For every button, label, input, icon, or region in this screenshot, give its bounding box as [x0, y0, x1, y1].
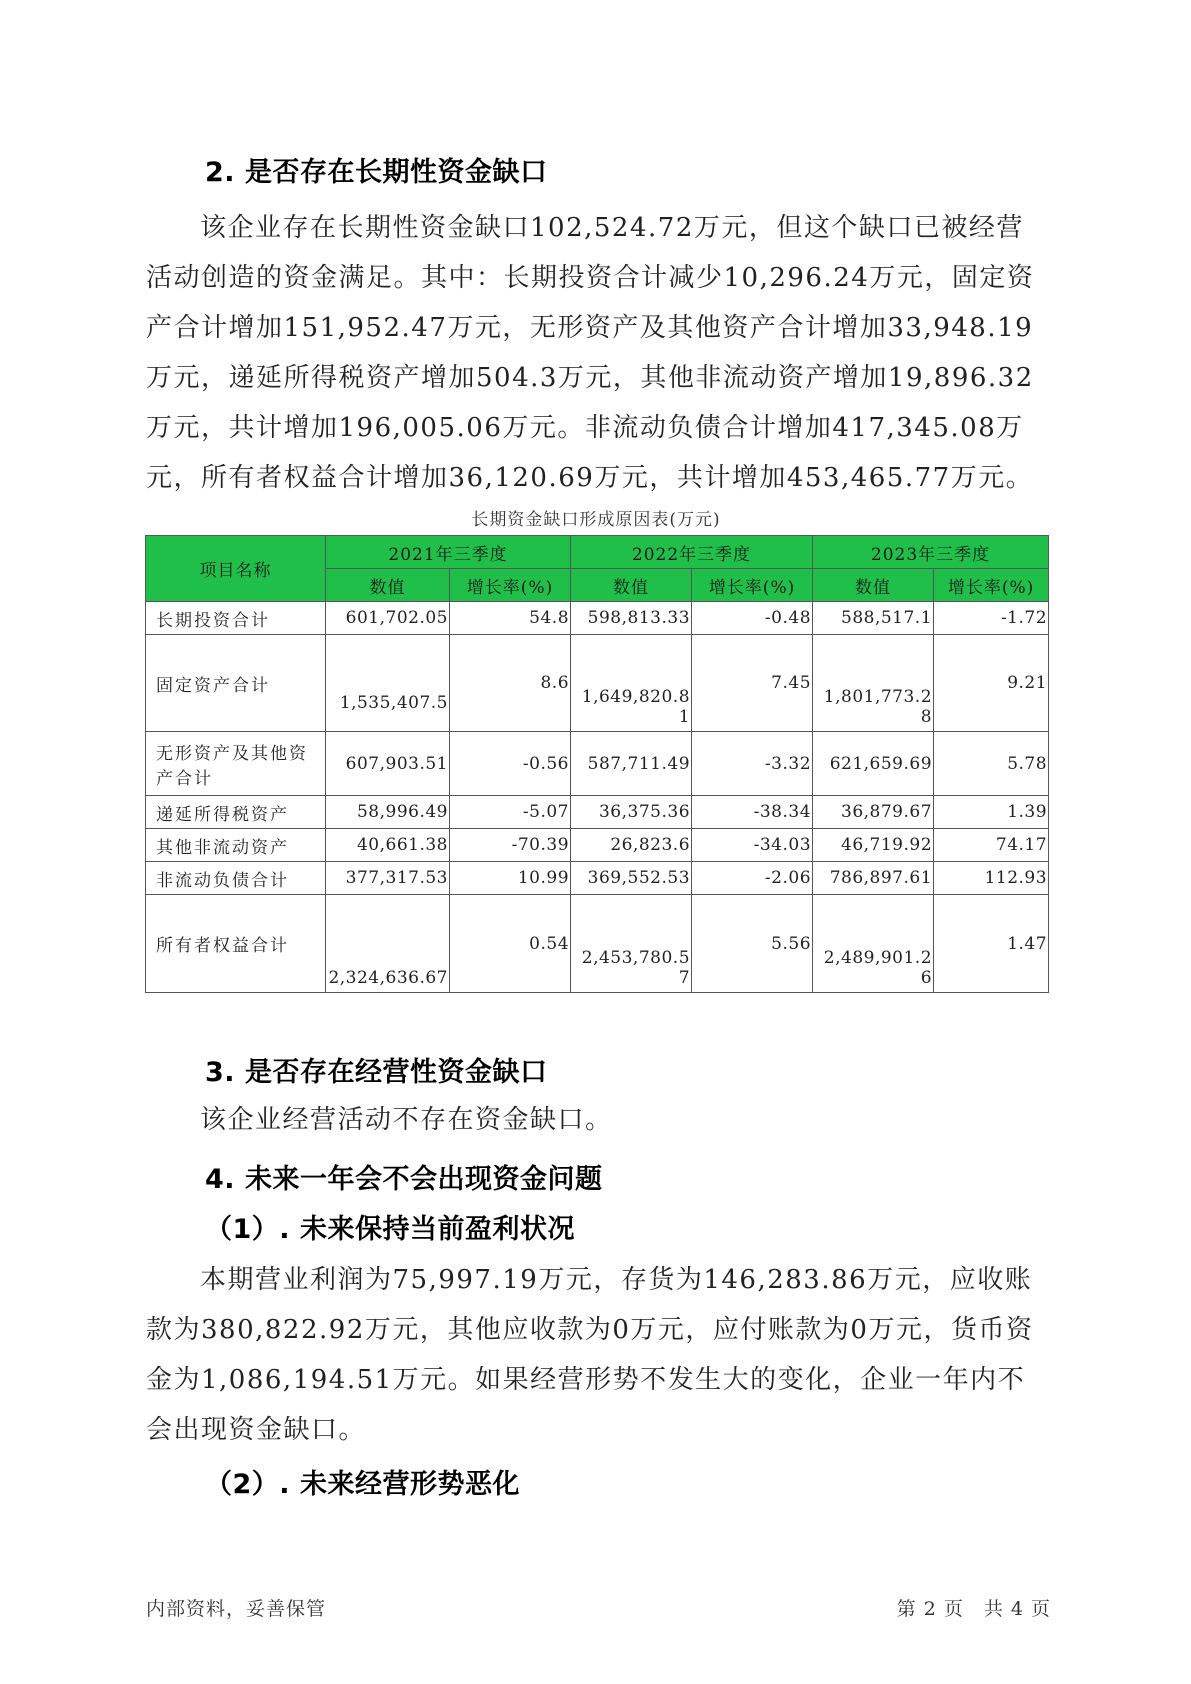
table-row	[146, 796, 1049, 829]
section-4-heading: 4. 未来一年会不会出现资金问题	[205, 1164, 603, 1195]
header-year-2023: 2023年三季度	[813, 536, 1049, 569]
cell-growth: 112.93	[934, 862, 1049, 895]
row-name: 非流动负债合计	[146, 862, 326, 895]
section-4-sub1-paragraph	[146, 1255, 1046, 1455]
table-row	[146, 602, 1049, 635]
cell-value: 40,661.38	[326, 829, 450, 862]
header-item-name: 项目名称	[146, 536, 326, 602]
row-name: 递延所得税资产	[146, 796, 326, 829]
cell-value: 2,453,780.57	[571, 895, 692, 993]
cell-growth: -34.03	[692, 829, 813, 862]
section-2-heading: 2. 是否存在长期性资金缺口	[205, 157, 548, 188]
cell-value: 786,897.61	[813, 862, 934, 895]
row-name: 固定资产合计	[146, 635, 326, 732]
header-value: 数值	[813, 569, 934, 602]
cell-value: 607,903.51	[326, 732, 450, 796]
section-4-sub2-heading: （2）. 未来经营形势恶化	[205, 1469, 520, 1500]
header-value: 数值	[326, 569, 450, 602]
section-3-paragraph	[146, 1095, 1046, 1145]
footer-page-number: 第 2 页 共 4 页	[896, 1598, 1051, 1620]
section-3-text: 该企业经营活动不存在资金缺口。	[200, 1105, 613, 1135]
cell-growth: -70.39	[450, 829, 571, 862]
cell-growth: -38.34	[692, 796, 813, 829]
row-name: 无形资产及其他资产合计	[146, 732, 326, 796]
cell-value: 36,375.36	[571, 796, 692, 829]
table-row	[146, 732, 1049, 796]
table-row	[146, 862, 1049, 895]
section-3-heading: 3. 是否存在经营性资金缺口	[205, 1057, 548, 1088]
cell-value: 58,996.49	[326, 796, 450, 829]
cell-value: 601,702.05	[326, 602, 450, 635]
cell-growth: 5.78	[934, 732, 1049, 796]
row-name: 所有者权益合计	[146, 895, 326, 993]
cell-growth: -0.48	[692, 602, 813, 635]
header-growth: 增长率(%)	[934, 569, 1049, 602]
section-2-text: 该企业存在长期性资金缺口102,524.72万元，但这个缺口已被经营活动创造的资金满足。其中：长期投资合计减少10,296.24万元，固定资产合计增加151,952.47万元，无形资产及其他资产合计增加33,948.19万元，递延所得税资产增加504.3万元，其他非流动资产增加19,896.32万元，共计增加196,005.06万元。非流动负债合计增加417,345.08万元，所有者权益合计增加36,120.69万元，共计增加453,465.77万元。	[146, 213, 1035, 493]
cell-growth: 7.45	[692, 635, 813, 732]
long-term-gap-table	[145, 535, 1049, 993]
cell-growth: 8.6	[450, 635, 571, 732]
cell-value: 2,489,901.26	[813, 895, 934, 993]
cell-value: 36,879.67	[813, 796, 934, 829]
cell-growth: 10.99	[450, 862, 571, 895]
cell-growth: 0.54	[450, 895, 571, 993]
header-growth: 增长率(%)	[450, 569, 571, 602]
table-caption: 长期资金缺口形成原因表(万元)	[471, 510, 721, 530]
cell-value: 1,649,820.81	[571, 635, 692, 732]
cell-value: 2,324,636.67	[326, 895, 450, 993]
section-4-sub1-heading: （1）. 未来保持当前盈利状况	[205, 1214, 575, 1245]
cell-growth: 1.47	[934, 895, 1049, 993]
cell-value: 377,317.53	[326, 862, 450, 895]
cell-growth: -5.07	[450, 796, 571, 829]
section-2-paragraph	[146, 203, 1046, 503]
cell-value: 598,813.33	[571, 602, 692, 635]
cell-value: 26,823.6	[571, 829, 692, 862]
cell-growth: 1.39	[934, 796, 1049, 829]
cell-growth: 5.56	[692, 895, 813, 993]
header-value: 数值	[571, 569, 692, 602]
cell-growth: 54.8	[450, 602, 571, 635]
header-growth: 增长率(%)	[692, 569, 813, 602]
table-row	[146, 829, 1049, 862]
footer-confidential-note: 内部资料，妥善保管	[146, 1598, 327, 1620]
table-row	[146, 635, 1049, 732]
row-name: 长期投资合计	[146, 602, 326, 635]
cell-value: 1,535,407.5	[326, 635, 450, 732]
cell-growth: -3.32	[692, 732, 813, 796]
table-row	[146, 895, 1049, 993]
cell-value: 588,517.1	[813, 602, 934, 635]
header-year-2022: 2022年三季度	[571, 536, 813, 569]
row-name: 其他非流动资产	[146, 829, 326, 862]
header-year-2021: 2021年三季度	[326, 536, 571, 569]
cell-value: 369,552.53	[571, 862, 692, 895]
cell-growth: 9.21	[934, 635, 1049, 732]
cell-growth: -1.72	[934, 602, 1049, 635]
cell-value: 1,801,773.28	[813, 635, 934, 732]
cell-growth: -0.56	[450, 732, 571, 796]
cell-growth: -2.06	[692, 862, 813, 895]
section-4-sub1-text: 本期营业利润为75,997.19万元，存货为146,283.86万元，应收账款为380,822.92万元，其他应收款为0万元，应付账款为0万元，货币资金为1,086,194.51万元。如果经营形势不发生大的变化，企业一年内不会出现资金缺口。	[146, 1265, 1034, 1445]
cell-value: 587,711.49	[571, 732, 692, 796]
cell-growth: 74.17	[934, 829, 1049, 862]
cell-value: 46,719.92	[813, 829, 934, 862]
cell-value: 621,659.69	[813, 732, 934, 796]
